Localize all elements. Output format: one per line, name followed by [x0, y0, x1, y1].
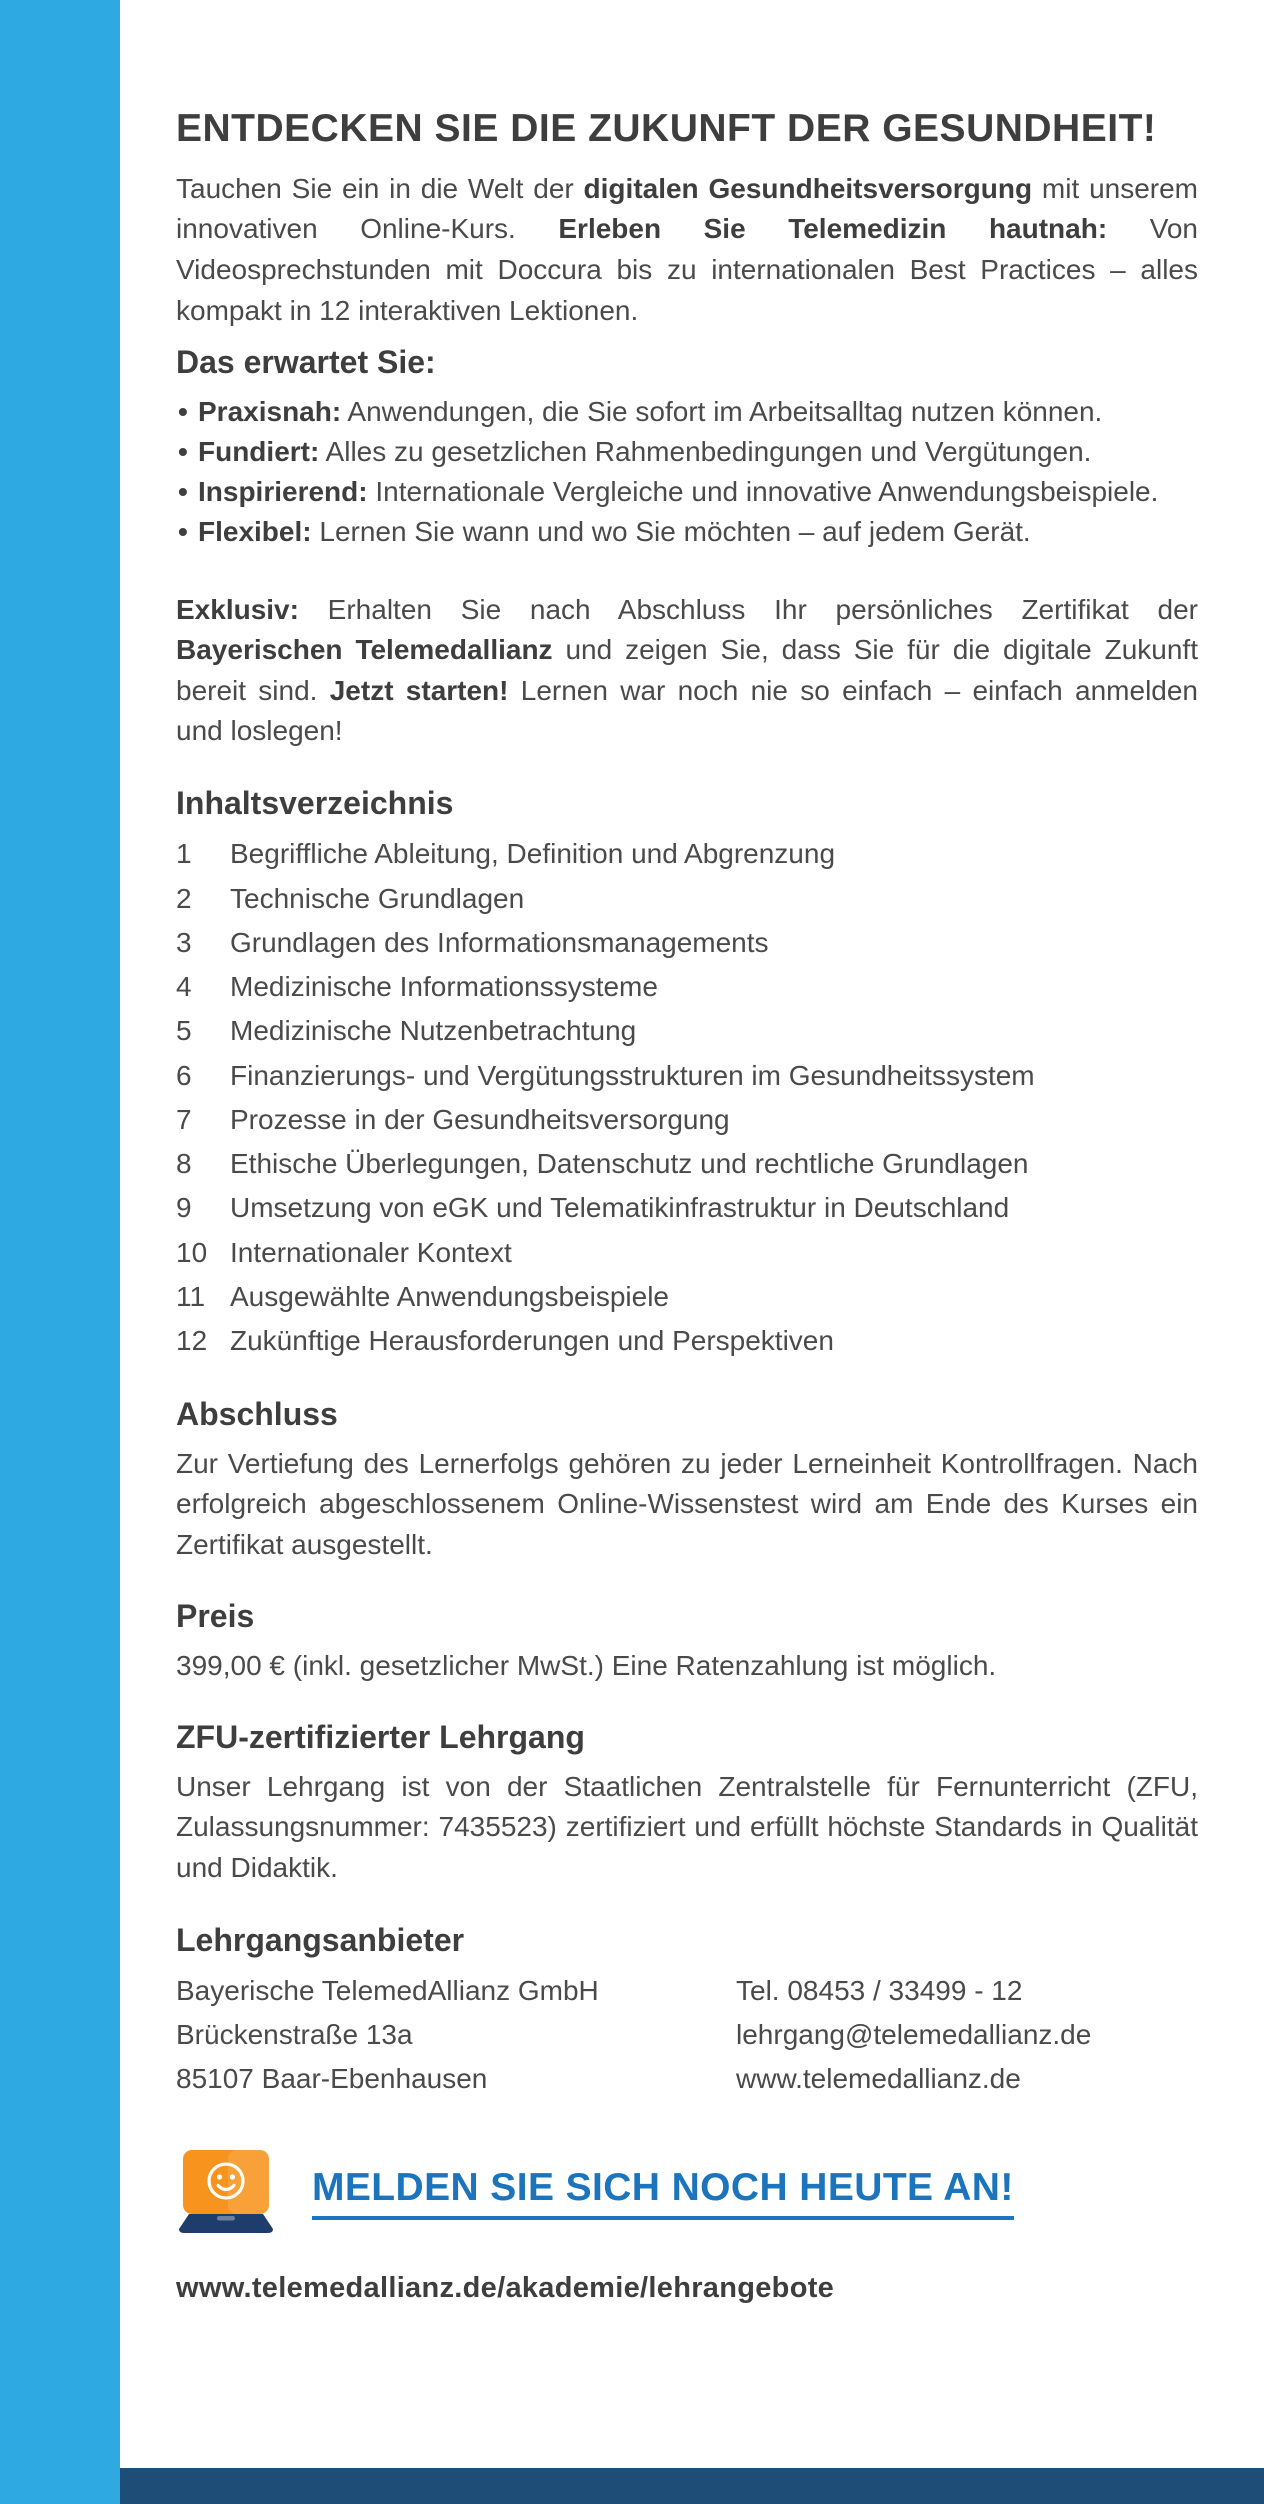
toc-item	[176, 877, 1198, 921]
benefit-text: Anwendungen, die Sie sofort im Arbeitsalltag nutzen können.	[347, 395, 1103, 427]
provider-website[interactable]: www.telemedallianz.de	[736, 2063, 1021, 2095]
toc-item	[176, 921, 1198, 965]
toc-item	[176, 1275, 1198, 1319]
benefit-item	[176, 392, 1198, 432]
smiley-monitor-icon	[176, 2148, 276, 2238]
toc-number: 6	[176, 1059, 192, 1091]
toc-number: 12	[176, 1325, 208, 1357]
provider-address	[176, 1969, 736, 2102]
toc-label: Ethische Überlegungen, Datenschutz und rechtliche Grundlagen	[230, 1148, 1029, 1180]
toc-number: 11	[176, 1280, 206, 1312]
toc-item	[176, 1142, 1198, 1186]
toc-number: 5	[176, 1015, 192, 1047]
benefit-text: Lernen Sie wann und wo Sie möchten – auf jedem Gerät.	[319, 515, 1031, 547]
provider-contact	[736, 1969, 1091, 2102]
toc-number: 3	[176, 926, 192, 958]
cta-row	[176, 2148, 1198, 2238]
provider-columns	[176, 1969, 1198, 2102]
left-accent-stripe	[0, 0, 120, 2504]
intro-paragraph: Tauchen Sie ein in die Welt der digitalen Gesundheitsversorgung mit unserem innovativen Online-Kurs. Erleben Sie Telemedizin hautnah: Von Videosprechstunden mit Doccura bis zu internationalen Best Practices – alles kompakt in 12 interaktiven Lektionen.	[176, 172, 1199, 326]
provider-phone: Tel. 08453 / 33499 - 12	[736, 1974, 1023, 2006]
provider-street: Brückenstraße 13a	[176, 2019, 413, 2051]
toc-number: 8	[176, 1148, 192, 1180]
flyer-content	[176, 0, 1198, 2305]
toc-label: Grundlagen des Informationsmanagements	[230, 926, 769, 958]
toc-label: Begriffliche Ableitung, Definition und Abgrenzung	[230, 838, 836, 870]
toc-item	[176, 832, 1198, 876]
benefit-label: Praxisnah:	[198, 395, 342, 427]
toc-number: 4	[176, 971, 192, 1003]
toc-label: Medizinische Nutzenbetrachtung	[230, 1015, 637, 1047]
cta-link[interactable]: MELDEN SIE SICH NOCH HEUTE AN!	[312, 2166, 1014, 2220]
toc-item	[176, 1054, 1198, 1098]
completion-heading: Abschluss	[176, 1396, 338, 1433]
price-text: 399,00 € (inkl. gesetzlicher MwSt.) Eine Ratenzahlung ist möglich.	[176, 1649, 997, 1681]
toc-item	[176, 1009, 1198, 1053]
toc-number: 1	[176, 838, 192, 870]
benefit-text: Internationale Vergleiche und innovative Anwendungsbeispiele.	[375, 475, 1159, 507]
toc-item	[176, 1186, 1198, 1230]
benefit-item	[176, 432, 1198, 472]
toc-item	[176, 1319, 1198, 1363]
benefit-label: Flexibel:	[198, 515, 312, 547]
zfu-text: Unser Lehrgang ist von der Staatlichen Zentralstelle für Fernunterricht (ZFU, Zulassungsnummer: 7435523) zertifiziert und erfüllt höchste Standards in Qualität und Didaktik.	[176, 1770, 1198, 1883]
provider-name: Bayerische TelemedAllianz GmbH	[176, 1974, 599, 2006]
provider-heading: Lehrgangsanbieter	[176, 1921, 465, 1958]
page-title: ENTDECKEN SIE DIE ZUKUNFT DER GESUNDHEIT!	[176, 107, 1157, 150]
exclusive-paragraph: Exklusiv: Erhalten Sie nach Abschluss Ihr persönliches Zertifikat der Bayerischen Telemedallianz und zeigen Sie, dass Sie für die digitale Zukunft bereit sind. Jetzt starten! Lernen war noch nie so einfach – einfach anmelden und loslegen!	[176, 593, 1199, 747]
completion-text: Zur Vertiefung des Lernerfolgs gehören zu jeder Lerneinheit Kontrollfragen. Nach erfolgreich abgeschlossenem Online-Wissenstest wird am Ende des Kurses ein Zertifikat ausgestellt.	[176, 1447, 1198, 1560]
benefit-text: Alles zu gesetzlichen Rahmenbedingungen und Vergütungen.	[325, 435, 1092, 467]
toc-label: Internationaler Kontext	[230, 1236, 512, 1268]
toc-label: Technische Grundlagen	[230, 882, 525, 914]
toc-list	[176, 832, 1198, 1363]
toc-heading: Inhaltsverzeichnis	[176, 785, 454, 822]
toc-number: 10	[176, 1236, 208, 1268]
benefit-label: Fundiert:	[198, 435, 320, 467]
benefit-item	[176, 472, 1198, 512]
toc-item	[176, 965, 1198, 1009]
benefit-label: Inspirierend:	[198, 475, 368, 507]
footer-url[interactable]: www.telemedallianz.de/akademie/lehrangebote	[176, 2271, 835, 2304]
toc-label: Finanzierungs- und Vergütungsstrukturen im Gesundheitssystem	[230, 1059, 1035, 1091]
provider-email[interactable]: lehrgang@telemedallianz.de	[736, 2019, 1092, 2051]
price-heading: Preis	[176, 1598, 255, 1635]
toc-label: Umsetzung von eGK und Telematikinfrastruktur in Deutschland	[230, 1192, 1010, 1224]
toc-label: Prozesse in der Gesundheitsversorgung	[230, 1103, 730, 1135]
zfu-heading: ZFU-zertifizierter Lehrgang	[176, 1719, 585, 1756]
toc-number: 9	[176, 1192, 192, 1224]
benefits-list	[176, 392, 1198, 552]
toc-label: Medizinische Informationssysteme	[230, 971, 658, 1003]
toc-item	[176, 1231, 1198, 1275]
toc-label: Ausgewählte Anwendungsbeispiele	[230, 1280, 669, 1312]
provider-city: 85107 Baar-Ebenhausen	[176, 2063, 488, 2095]
bottom-bar	[120, 2468, 1264, 2504]
toc-item	[176, 1098, 1198, 1142]
toc-label: Zukünftige Herausforderungen und Perspektiven	[230, 1325, 834, 1357]
toc-number: 2	[176, 882, 192, 914]
toc-number: 7	[176, 1103, 192, 1135]
expect-heading: Das erwartet Sie:	[176, 344, 436, 381]
benefit-item	[176, 512, 1198, 552]
